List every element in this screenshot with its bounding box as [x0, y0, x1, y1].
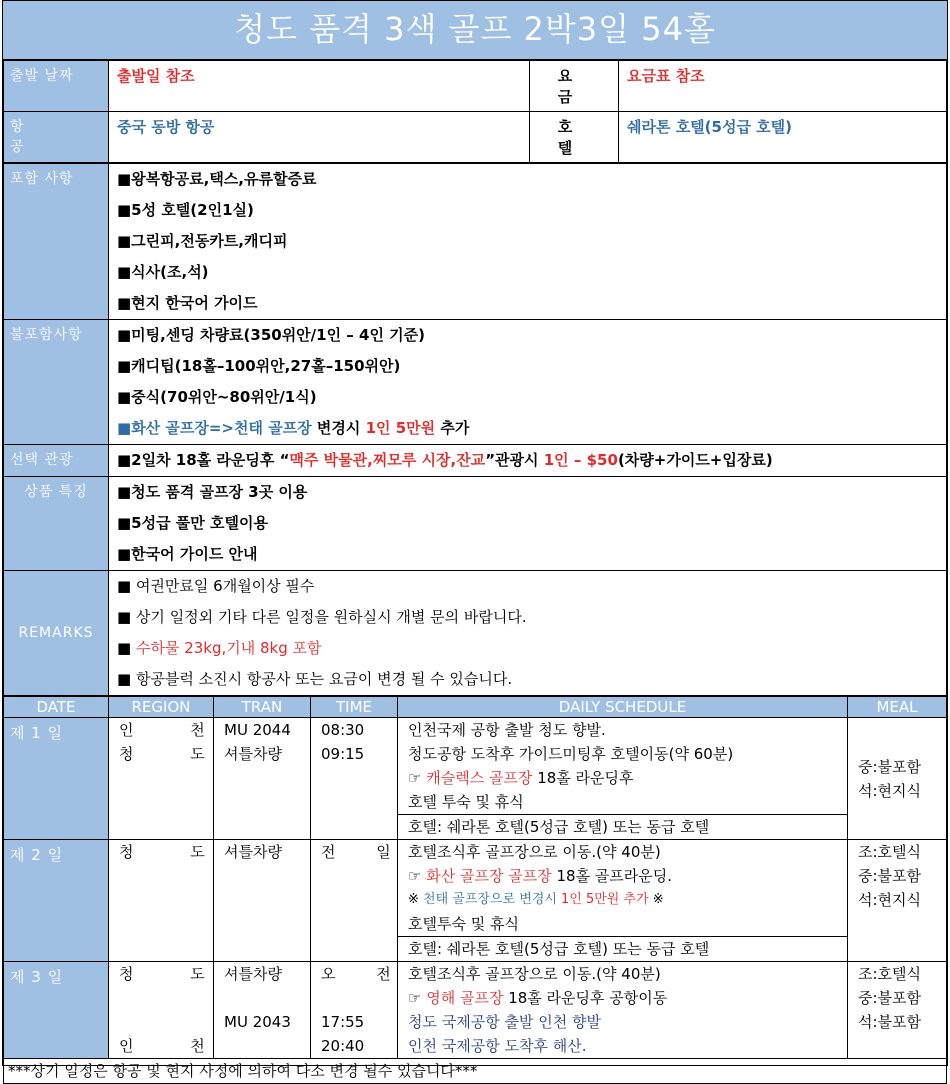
header-region: REGION: [109, 697, 214, 718]
day3-time2: 17:55: [321, 1013, 365, 1031]
features-list: [109, 477, 947, 571]
table-row: [4, 840, 947, 962]
list-item: ■현지 한국어 가이드: [117, 294, 258, 312]
list-item: ■ 항공블럭 소진시 항공사 또는 요금이 변경 될 수 있습니다.: [117, 670, 513, 688]
day3-schedule-2: ☞ 영해 골프장 18홀 라운딩후 공항이동: [408, 989, 668, 1007]
table-row: [4, 962, 947, 1059]
day2-region: 청 도: [119, 843, 231, 861]
optional-tour-text: ■2일차 18홀 라운딩후 “맥주 박물관,찌모루 시장,잔교”관광시 1인 – $50(차량+가이드+입장료): [109, 445, 947, 477]
list-item: ■ 여권만료일 6개월이상 필수: [117, 577, 315, 595]
list-item: ■화산 골프장=>천태 골프장 변경시 1인 5만원 추가: [117, 419, 470, 437]
list-item: ■그린피,전동카트,캐디피: [117, 232, 288, 250]
list-item: ■미팅,센딩 차량료(350위안/1인 – 4인 기준): [117, 326, 426, 344]
schedule-table: [3, 696, 947, 1084]
day1-meal1: 중:불포함: [858, 757, 922, 776]
header-tran: TRAN: [214, 697, 311, 718]
day1-date: 제 1 일: [4, 718, 109, 840]
list-item: ■한국어 가이드 안내: [117, 545, 258, 563]
day2-schedule-3: ※ 천태 골프장으로 변경시 1인 5만원 추가 ※: [408, 892, 664, 907]
list-item: ■5성급 풀만 호텔이용: [117, 514, 268, 532]
remarks-list: [109, 571, 947, 696]
day1-time1: 08:30: [321, 721, 365, 739]
day2-schedule-1: 호텔조식후 골프장으로 이동.(약 40분): [408, 843, 661, 861]
day2-meal3: 석:현지식: [858, 891, 922, 909]
day3-time1: 오 전: [321, 965, 409, 983]
day2-time: 전 일: [321, 843, 409, 861]
day3-time3: 20:40: [321, 1037, 365, 1055]
day2-date: 제 2 일: [4, 840, 109, 962]
itinerary-page: [2, 0, 948, 1080]
list-item: ■ 상기 일정외 기타 다른 일정을 원하실시 개별 문의 바랍니다.: [117, 608, 527, 626]
excluded-label: 불포함사항: [4, 320, 109, 445]
included-label: 포함 사항: [4, 164, 109, 320]
remarks-label: REMARKS: [4, 571, 109, 696]
list-item: ■ 수하물 23kg,기내 8kg 포함: [117, 639, 322, 657]
list-item: ■5성 호텔(2인1실): [117, 201, 254, 219]
day1-schedule-3: ☞ 캐슬렉스 골프장 18홀 라운딩후: [408, 769, 634, 787]
list-item: ■왕복항공료,택스,유류할증료: [117, 170, 317, 188]
day1-hotel: 호텔: 쉐라톤 호텔(5성급 호텔) 또는 동급 호텔: [398, 814, 847, 839]
day2-meal2: 중:불포함: [858, 867, 922, 885]
details-table: [3, 163, 947, 696]
day3-schedule-4: 인천 국제공항 도착후 해산.: [408, 1037, 587, 1055]
day3-date: 제 3 일: [4, 962, 109, 1059]
day3-meal1: 조:호텔식: [858, 965, 922, 983]
day2-schedule-2: ☞ 화산 골프장 골프장 18홀 골프라운딩.: [408, 867, 673, 885]
day3-meal2: 중:불포함: [858, 989, 922, 1007]
day3-region1: 청 도: [119, 965, 231, 983]
list-item: ■식사(조,석): [117, 263, 209, 281]
airline-value: 중국 동방 항공: [109, 112, 530, 163]
day1-tran2: 셔틀차량: [224, 745, 282, 763]
included-list: [109, 164, 947, 320]
day1-schedule-2: 청도공항 도착후 가이드미팅후 호텔이동(약 60분): [408, 745, 734, 763]
departure-value: 출발일 참조: [109, 61, 530, 112]
day3-meal3: 석:불포함: [858, 1013, 922, 1031]
day1-region2: 청 도: [119, 745, 231, 763]
fee-label: 요 금: [530, 61, 619, 112]
day2-schedule-4: 호텔투숙 및 휴식: [408, 915, 519, 933]
list-item: ■중식(70위안~80위안/1식): [117, 388, 317, 406]
list-item: ■청도 품격 골프장 3곳 이용: [117, 483, 308, 501]
day1-region1: 인 천: [119, 721, 231, 739]
day2-hotel: 호텔: 쉐라톤 호텔(5성급 호텔) 또는 동급 호텔: [398, 936, 847, 961]
page-title: 청도 품격 3색 골프 2박3일 54홀: [3, 1, 947, 60]
day3-region2: 인 천: [119, 1037, 231, 1055]
day1-tran1: MU 2044: [224, 721, 291, 739]
day3-tran1: 셔틀차량: [224, 965, 282, 983]
features-label: 상품 특징: [4, 477, 109, 571]
hotel-value: 쉐라톤 호텔(5성급 호텔): [619, 112, 947, 163]
day1-schedule-4: 호텔 투숙 및 휴식: [408, 793, 524, 811]
header-date: DATE: [4, 697, 109, 718]
excluded-list: [109, 320, 947, 445]
day3-schedule-1: 호텔조식후 골프장으로 이동.(약 40분): [408, 965, 661, 983]
day1-meal2: 석:현지식: [858, 781, 922, 800]
header-meal: MEAL: [848, 697, 947, 718]
optional-tour-label: 선택 관광: [4, 445, 109, 477]
airline-label: 항 공: [4, 112, 109, 163]
departure-label: 출발 날짜: [4, 61, 109, 112]
footer-note: ***상기 일정은 항공 및 현지 사정에 의하여 다소 변경 될수 있습니다***: [4, 1059, 947, 1084]
info-table: [3, 60, 947, 163]
header-daily-schedule: DAILY SCHEDULE: [398, 697, 848, 718]
day2-meal1: 조:호텔식: [858, 843, 922, 861]
day1-schedule-1: 인천국제 공항 출발 청도 향발.: [408, 721, 606, 739]
day1-time2: 09:15: [321, 745, 365, 763]
day2-tran: 셔틀차량: [224, 843, 282, 861]
table-row: [4, 718, 947, 840]
hotel-label: 호 텔: [530, 112, 619, 163]
day3-schedule-3: 청도 국제공항 출발 인천 향발: [408, 1013, 601, 1031]
day3-tran2: MU 2043: [224, 1013, 291, 1031]
header-time: TIME: [311, 697, 398, 718]
fee-value: 요금표 참조: [619, 61, 947, 112]
list-item: ■캐디팁(18홀–100위안,27홀–150위안): [117, 357, 401, 375]
